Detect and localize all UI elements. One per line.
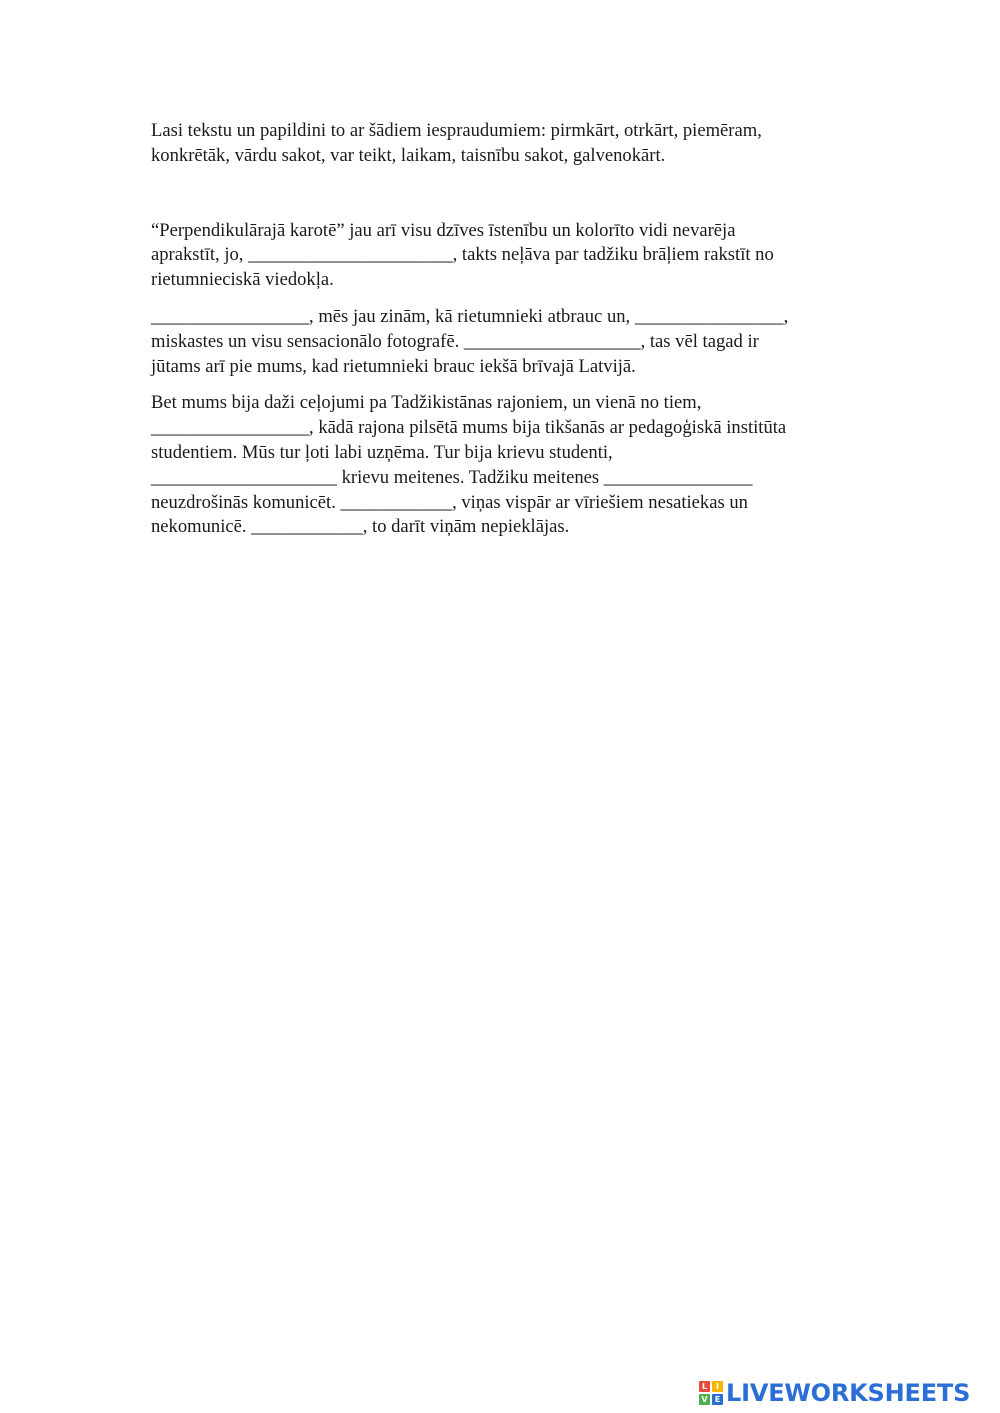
paragraph-2 bbox=[151, 305, 871, 379]
logo-mark-icon bbox=[699, 1381, 723, 1405]
instructions-text bbox=[151, 119, 871, 169]
paragraph-line: miskastes un visu sensacionālo fotografē. ___________________, tas vēl tagad ir bbox=[151, 330, 759, 352]
logo-letter-e: E bbox=[712, 1394, 723, 1405]
liveworksheets-logo bbox=[699, 1377, 970, 1409]
logo-letter-i: I bbox=[712, 1381, 723, 1392]
paragraph-line: jūtams arī pie mums, kad rietumnieki brauc iekšā brīvajā Latvijā. bbox=[151, 355, 636, 377]
paragraph-line: _________________, mēs jau zinām, kā rietumnieki atbrauc un, ________________, bbox=[151, 305, 789, 327]
logo-wordmark: LIVEWORKSHEETS bbox=[726, 1379, 971, 1407]
worksheet-page bbox=[151, 119, 871, 540]
paragraph-line: _________________, kādā rajona pilsētā mums bija tikšanās ar pedagoģiskā institūta bbox=[151, 417, 787, 439]
logo-letter-v: V bbox=[699, 1394, 710, 1405]
logo-letter-l: L bbox=[699, 1381, 710, 1392]
paragraph-line: ____________________ krievu meitenes. Tadžiku meitenes ________________ bbox=[151, 466, 753, 488]
paragraph-line: nekomunicē. ____________, to darīt viņām nepieklājas. bbox=[151, 516, 570, 538]
paragraph-line: studentiem. Mūs tur ļoti labi uzņēma. Tur bija krievu studenti, bbox=[151, 441, 613, 463]
paragraph-3 bbox=[151, 391, 871, 540]
paragraph-line: Bet mums bija daži ceļojumi pa Tadžikistānas rajoniem, un vienā no tiem, bbox=[151, 392, 702, 414]
instructions-line: konkrētāk, vārdu sakot, var teikt, laikam, taisnību sakot, galvenokārt. bbox=[151, 144, 666, 166]
instructions-line: Lasi tekstu un papildini to ar šādiem iespraudumiem: pirmkārt, otrkārt, piemēram, bbox=[151, 120, 762, 141]
paragraph-line: neuzdrošinās komunicēt. ____________, viņas vispār ar vīriešiem nesatiekas un bbox=[151, 491, 748, 513]
paragraph-line: aprakstīt, jo, ______________________, takts neļāva par tadžiku brāļiem rakstīt no bbox=[151, 244, 774, 266]
paragraph-1 bbox=[151, 219, 871, 293]
paragraph-line: “Perpendikulārajā karotē” jau arī visu dzīves īstenību un kolorīto vidi nevarēja bbox=[151, 219, 736, 241]
paragraph-line: rietumnieciskā viedokļa. bbox=[151, 269, 334, 291]
